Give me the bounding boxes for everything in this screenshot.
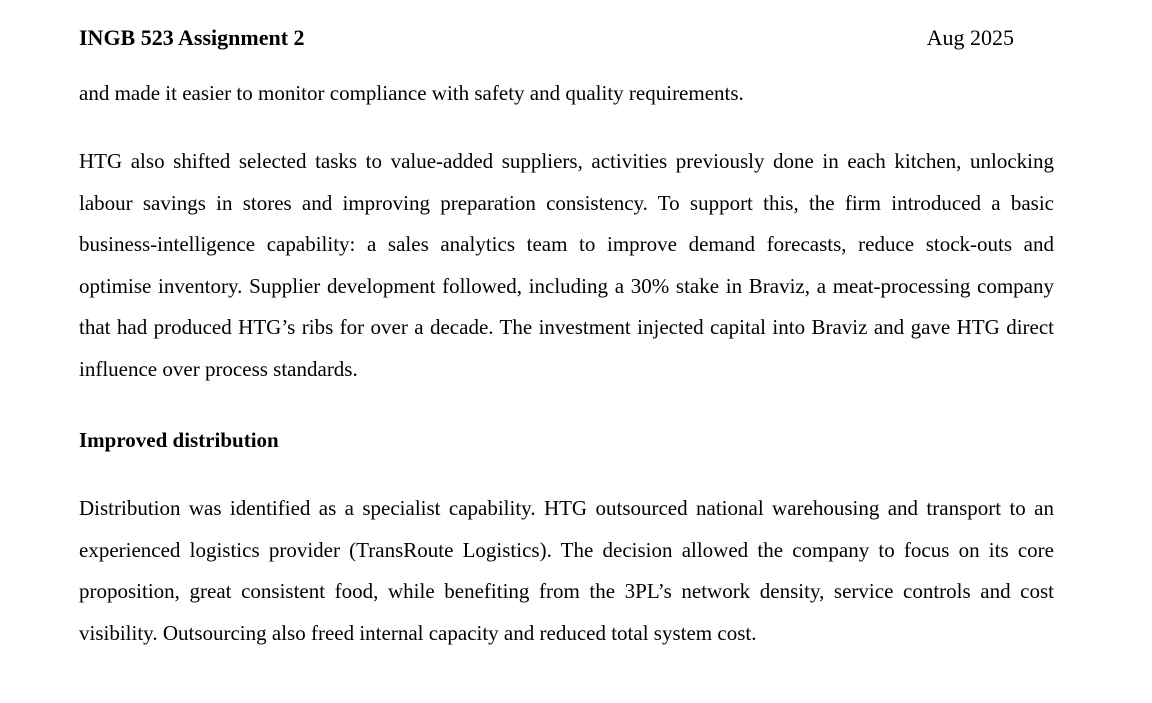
header-date: Aug 2025: [926, 25, 1014, 50]
header-title: INGB 523 Assignment 2: [79, 25, 305, 50]
section-heading-distribution: Improved distribution: [79, 428, 279, 452]
body-paragraph-2: HTG also shifted selected tasks to value-added suppliers, activities previously done in each kitchen, unlocking labour savings in stores and improving preparation consistency. To support this, the firm introduced a basic business-intelligence capability: a sales analytics team to improve demand forecasts, reduce stock-outs and optimise inventory. Supplier development followed, including a 30% stake in Braviz, a meat-processing company that had produced HTG’s ribs for over a decade. The investment injected capital into Braviz and gave HTG direct influence over process standards.: [79, 149, 1054, 381]
body-paragraph-3: Distribution was identified as a specialist capability. HTG outsourced national warehousing and transport to an experienced logistics provider (TransRoute Logistics). The decision allowed the company to focus on its core proposition, great consistent food, while benefiting from the 3PL’s network density, service controls and cost visibility. Outsourcing also freed internal capacity and reduced total system cost.: [79, 496, 1054, 645]
body-paragraph-1: and made it easier to monitor compliance with safety and quality requirements.: [79, 81, 744, 105]
